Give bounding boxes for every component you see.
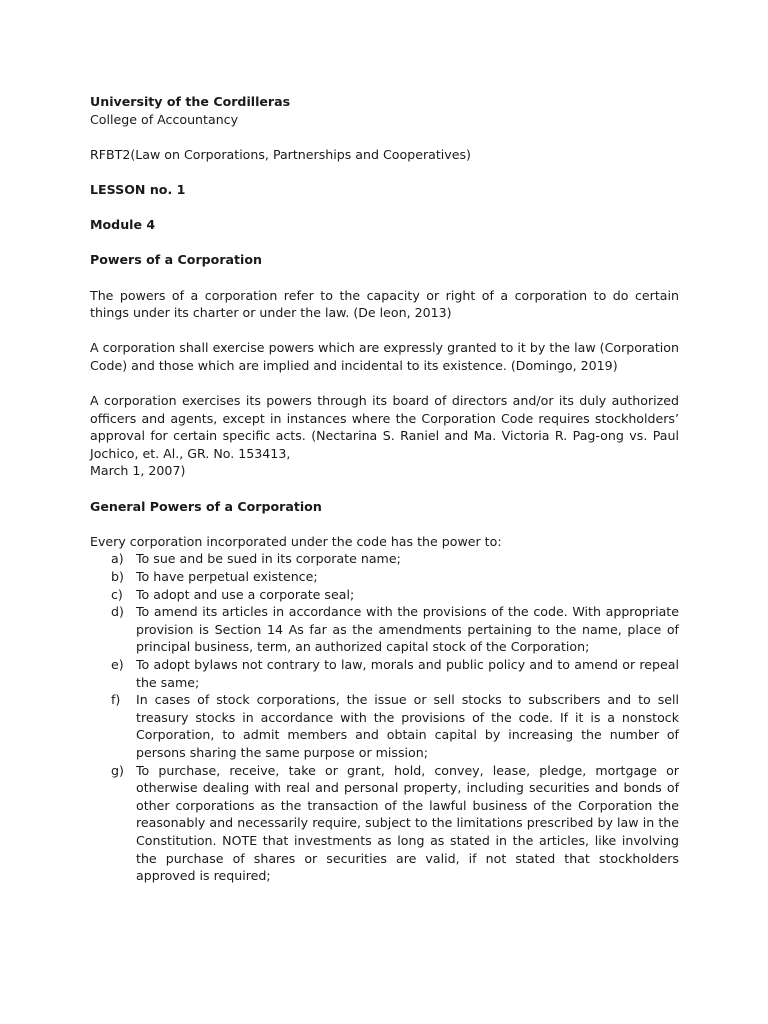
university-name: University of the Cordilleras — [90, 94, 291, 109]
list-marker: c) — [111, 586, 123, 602]
list-marker: a) — [111, 551, 124, 567]
list-marker: b) — [111, 569, 124, 585]
paragraph-definition: The powers of a corporation refer to the capacity or right of a corporation to do certain things under its charter or under the law. (De leon, 2013) — [90, 287, 679, 321]
list-item — [90, 762, 679, 885]
list-item-text: To have perpetual existence; — [136, 569, 318, 585]
list-item-text: To adopt and use a corporate seal; — [136, 586, 355, 602]
list-item-text: To adopt bylaws not contrary to law, morals and public policy and to amend or repeal the same; — [136, 657, 679, 690]
document-page — [90, 93, 679, 885]
list-item — [90, 691, 679, 761]
list-item-text: In cases of stock corporations, the issue or sell stocks to subscribers and to sell treasury stocks in accordance with the provisions of the code. If it is a nonstock Corporation, to admit members and obtain capital by increasing the number of persons sharing the same purpose or mission; — [136, 692, 679, 760]
list-item — [90, 550, 679, 568]
list-item-text: To purchase, receive, take or grant, hold, convey, lease, pledge, mortgage or otherwise dealing with real and personal property, including securities and bonds of other corporations as the transaction of the lawful business of the Corporation the reasonably and necessarily require, subject to the limitations prescribed by law in the Constitution. NOTE that investments as long as stated in the articles, like involving the purchase of shares or securities are valid, if not stated that stockholders approved is required; — [136, 762, 679, 884]
lesson-number: LESSON no. 1 — [90, 181, 186, 197]
list-item-text: To sue and be sued in its corporate name; — [136, 551, 401, 567]
list-item — [90, 603, 679, 656]
module-number: Module 4 — [90, 217, 156, 233]
section-title-general-powers: General Powers of a Corporation — [90, 498, 322, 514]
paragraph-citation-date: March 1, 2007) — [90, 463, 186, 479]
section-title-powers: Powers of a Corporation — [90, 252, 262, 268]
paragraph-board-exercise: A corporation exercises its powers through its board of directors and/or its duly authorized officers and agents, except in instances where the Corporation Code requires stockholders’ approval for certain specific acts. (Nectarina S. Raniel and Ma. Victoria R. Pag-ong vs. Paul Jochico, et. Al., GR. No. 153413, — [90, 393, 679, 461]
course-title: RFBT2(Law on Corporations, Partnerships and Cooperatives) — [90, 146, 471, 162]
list-item — [90, 656, 679, 691]
list-marker: e) — [111, 657, 124, 672]
list-marker: g) — [111, 762, 124, 778]
paragraph-express-powers: A corporation shall exercise powers which are expressly granted to it by the law (Corporation Code) and those which are implied and incidental to its existence. (Domingo, 2019) — [90, 340, 679, 373]
list-item-text: To amend its articles in accordance with the provisions of the code. With appropriate provision is Section 14 As far as the amendments pertaining to the name, place of principal business, term, an authorized capital stock of the Corporation; — [136, 604, 679, 655]
college-name: College of Accountancy — [90, 111, 239, 127]
list-intro: Every corporation incorporated under the code has the power to: — [90, 533, 502, 549]
general-powers-list — [90, 550, 679, 884]
list-item — [90, 568, 679, 586]
list-item — [90, 586, 679, 604]
list-marker: f) — [111, 692, 121, 708]
list-marker: d) — [111, 604, 124, 620]
